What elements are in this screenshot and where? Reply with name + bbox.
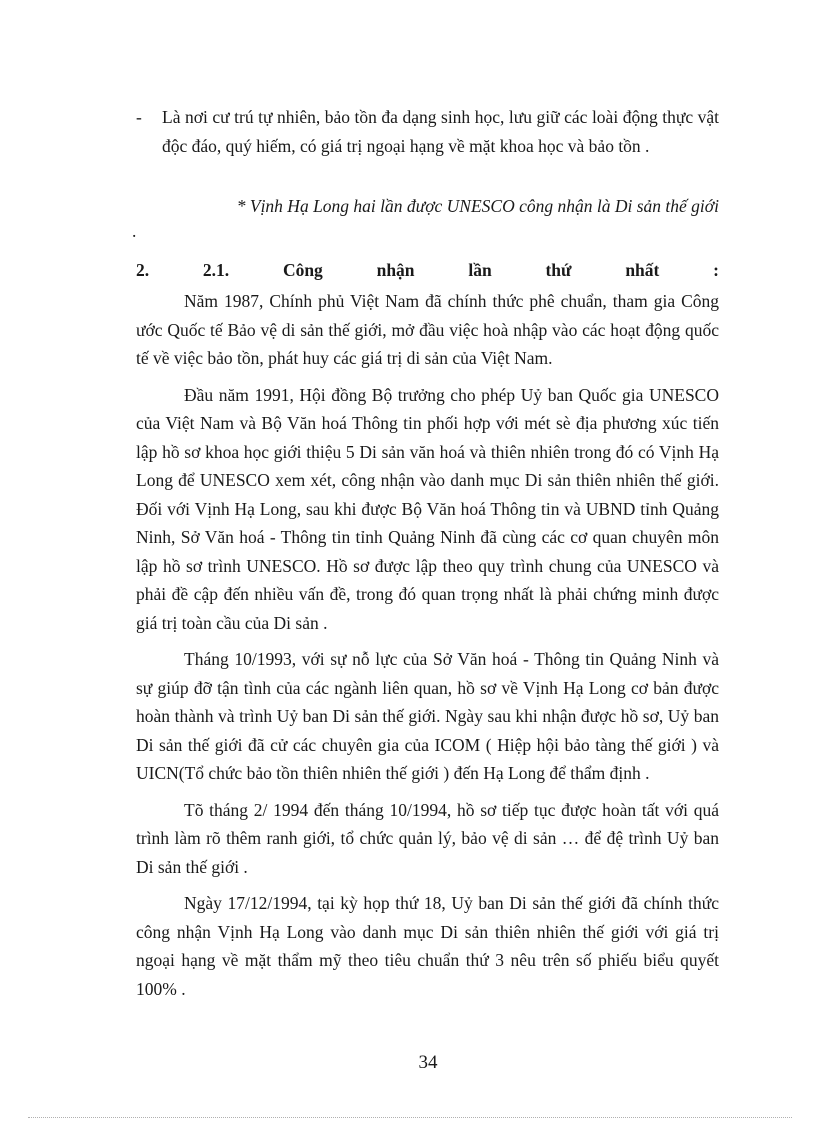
heading-part: nhất [625, 260, 660, 280]
heading-part: lần [468, 260, 492, 280]
heading-part: thứ [545, 260, 572, 280]
paragraph: Tõ tháng 2/ 1994 đến tháng 10/1994, hồ sơ tiếp tục được hoàn tất với quá trình làm rõ thêm ranh giới, tổ chức quản lý, bảo vệ di sản … để đệ trình Uỷ ban Di sản thế giới . [136, 799, 719, 877]
bullet-dash: - [136, 107, 142, 127]
italic-note-dot: . [132, 221, 137, 241]
heading-part: 2.1. [202, 260, 230, 280]
italic-note: * Vịnh Hạ Long hai lần được UNESCO công nhận là Di sản thế giới [236, 196, 719, 216]
bullet-text: Là nơi cư trú tự nhiên, bảo tồn đa dạng sinh học, lưu giữ các loài động thực vật độc đáo, quý hiếm, có giá trị ngoại hạng về mặt khoa học và bảo tồn . [162, 107, 719, 156]
heading-part: nhận [376, 260, 415, 280]
paragraph: Tháng 10/1993, với sự nỗ lực của Sở Văn hoá - Thông tin Quảng Ninh và sự giúp đỡ tận tình của các ngành liên quan, hồ sơ về Vịnh Hạ Long cơ bản được hoàn thành và trình Uỷ ban Di sản thế giới. Ngày sau khi nhận được hồ sơ, Uỷ ban Di sản thế giới đã cử các chuyên gia của ICOM ( Hiệp hội bảo tàng thế giới ) và UICN(Tổ chức bảo tồn thiên nhiên thế giới ) đến Hạ Long để thẩm định . [136, 649, 719, 783]
page-number: 34 [418, 1052, 438, 1073]
section-heading [136, 256, 719, 284]
bullet-item [136, 103, 719, 160]
bottom-divider [28, 1117, 792, 1118]
heading-part: : [713, 260, 719, 280]
heading-part: 2. [136, 260, 150, 280]
body-text [136, 287, 719, 1011]
paragraph: Năm 1987, Chính phủ Việt Nam đã chính thức phê chuẩn, tham gia Công ước Quốc tế Bảo vệ di sản thế giới, mở đầu việc hoà nhập vào các hoạt động quốc tế về việc bảo tồn, phát huy các giá trị di sản của Việt Nam. [136, 291, 719, 368]
paragraph: Ngày 17/12/1994, tại kỳ họp thứ 18, Uỷ ban Di sản thế giới đã chính thức công nhận Vịnh Hạ Long vào danh mục Di sản thiên nhiên thế giới với giá trị ngoại hạng về mặt thẩm mỹ theo tiêu chuẩn thứ 3 nêu trên số phiếu biểu quyết 100% . [136, 893, 719, 999]
paragraph: Đầu năm 1991, Hội đồng Bộ trưởng cho phép Uỷ ban Quốc gia UNESCO của Việt Nam và Bộ Văn hoá Thông tin phối hợp với mét sè địa phương xúc tiến lập hồ sơ khoa học giới thiệu 5 Di sản văn hoá và thiên nhiên trong đó có Vịnh Hạ Long để UNESCO xem xét, công nhận vào danh mục Di sản thiên nhiên thế giới. Đối với Vịnh Hạ Long, sau khi được Bộ Văn hoá Thông tin và UBND tỉnh Quảng Ninh, Sở Văn hoá - Thông tin tỉnh Quảng Ninh đã cùng các cơ quan chuyên môn lập hồ sơ trình UNESCO. Hồ sơ được lập theo quy trình chung của UNESCO và phải đề cập đến nhiều vấn đề, trong đó quan trọng nhất là phải chứng minh được giá trị toàn cầu của Di sản . [136, 384, 719, 633]
heading-part: Công [282, 260, 323, 280]
